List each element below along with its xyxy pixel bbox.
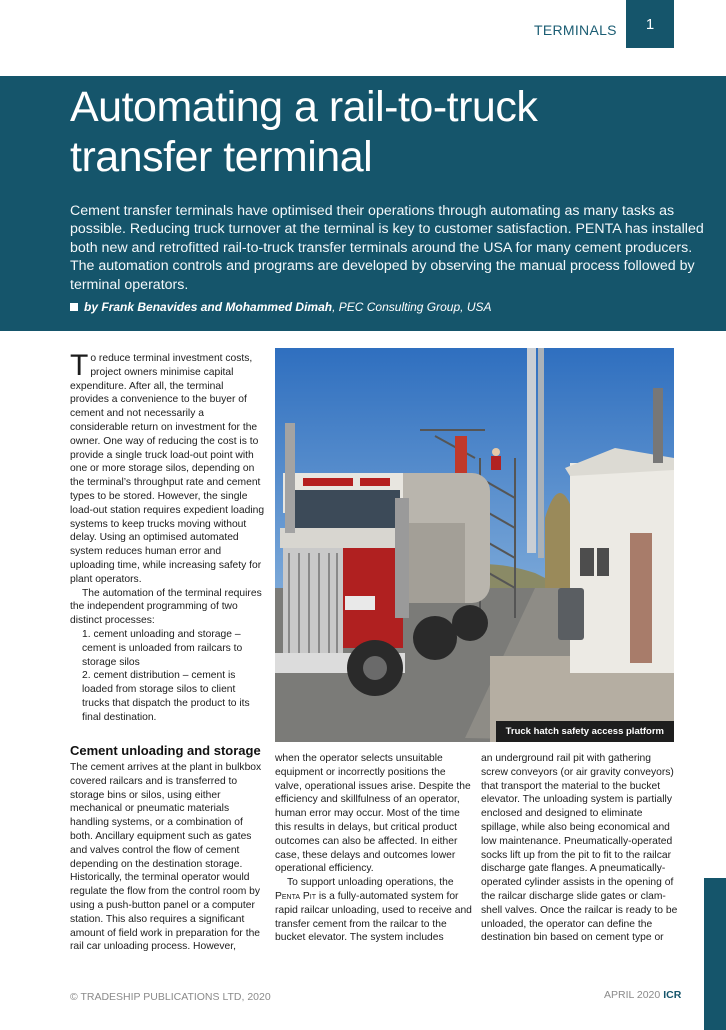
footer-copyright: © TRADESHIP PUBLICATIONS LTD, 2020: [70, 991, 271, 1003]
body-column-1-lower: [70, 761, 265, 954]
penta-pit-description: is a fully-automated system for rapid railcar unloading, used to receive and transfer cement from the railcar to the bucket elevator. The system includes: [275, 890, 472, 944]
body-column-3: [481, 752, 678, 945]
byline-authors: Frank Benavides and Mohammed Dimah: [101, 300, 333, 314]
byline-affiliation: , PEC Consulting Group, USA: [332, 300, 492, 314]
list-item-unloading: 1. cement unloading and storage – cement is unloaded from railcars to storage silos: [82, 628, 243, 668]
paragraph-operator-error: when the operator selects unsuitable equipment or incorrectly positions the valve, operational issues arise. Despite the efficiency and skillfulness of an operator, human error may occur. Most of the time this results in delays, but critical product outcomes can also be affected. In either case, these delays and outcomes lower operational efficiency.: [275, 753, 471, 875]
title-banner: [0, 76, 726, 331]
byline-prefix: by: [84, 300, 99, 314]
footer-issue: [604, 989, 681, 1001]
page-number: 1: [645, 15, 655, 33]
paragraph-intro: [70, 349, 265, 587]
penta-pit-intro: To support unloading operations, the: [287, 877, 454, 889]
paragraph-penta-pit: [275, 876, 472, 945]
drop-cap: T: [70, 349, 89, 382]
truck-terminal-illustration: [275, 348, 674, 742]
article-title: [70, 82, 710, 182]
photo-caption: Truck hatch safety access platform: [496, 721, 674, 742]
byline: [70, 300, 492, 314]
title-line-1: Automating a rail-to-truck: [70, 83, 538, 131]
article-lead: Cement transfer terminals have optimised their operations through automating as many tasks as possible. Reducing truck turnover at the terminal is key to customer satisfaction. PENTA has installed both new and retrofitted rail-to-truck transfer terminals around the USA for many cement producers. The automation controls and programs are developed by observing the manual process followed by terminal operators.: [70, 203, 704, 293]
list-item-distribution: 2. cement distribution – cement is loaded from storage silos to client trucks that dispatch the product to its final destination.: [82, 670, 250, 723]
paragraph-automation: The automation of the terminal requires the independent programming of two distinct processes:: [70, 587, 262, 627]
paragraph-rail-pit: an underground rail pit with gathering screw conveyors (or air gravity conveyors) that transport the material to the bucket elevator. The unloading system is partially enclosed and designed to eliminate spillage, while also being economical and low maintenance. Pneumatically-operated socks lift up from the pit to fit to the railcar discharge gate flanges. A pneumatically-operated cylinder assists in the opening of the railcar discharge slide gates or clam-shell valves. Once the railcar is ready to be unloaded, the operator can define the destination bin based on cement type or: [481, 753, 678, 944]
footer-magazine: ICR: [663, 989, 682, 1001]
body-column-1: [70, 349, 265, 725]
section-label: TERMINALS: [534, 22, 617, 38]
page-number-badge: [626, 0, 674, 48]
footer-date: APRIL 2020: [604, 989, 661, 1001]
section-subhead: Cement unloading and storage: [70, 743, 261, 758]
paragraph-railcars: The cement arrives at the plant in bulkbox covered railcars and is transferred to storage bins or silos, using either mechanical or pneumatic materials handling systems, or a combination of both. Ancillary equipment such as gates and valves control the flow of cement depending on the destination storage. Historically, the terminal operator would regulate the flow from the control room by using a push-button panel or a computer station. This also requires a significant amount of field work in preparation for the rail car unloading process. However,: [70, 762, 262, 953]
side-color-strip: [704, 878, 726, 1030]
square-bullet-icon: [70, 303, 78, 311]
penta-pit-brand: Penta Pit: [275, 890, 316, 902]
article-photo: [275, 348, 674, 742]
paragraph-intro-text: o reduce terminal investment costs, project owners minimise capital expenditure. After all, the terminal provides a convenience to the buyer of cement and not necessarily a considerable return on investment for the owner. One way of reducing the cost is to provide a single truck load-out point with one or more storage silos, depending on the terminal’s throughput rate and cement types to be stored. However, the single load-out station requires expedient loading systems to keep trucks moving without delay. Using an optimised automated system reduces human error and uploading time, while increasing safety for plant operators.: [70, 353, 265, 585]
title-line-2: transfer terminal: [70, 133, 373, 181]
body-column-2: [275, 752, 472, 945]
